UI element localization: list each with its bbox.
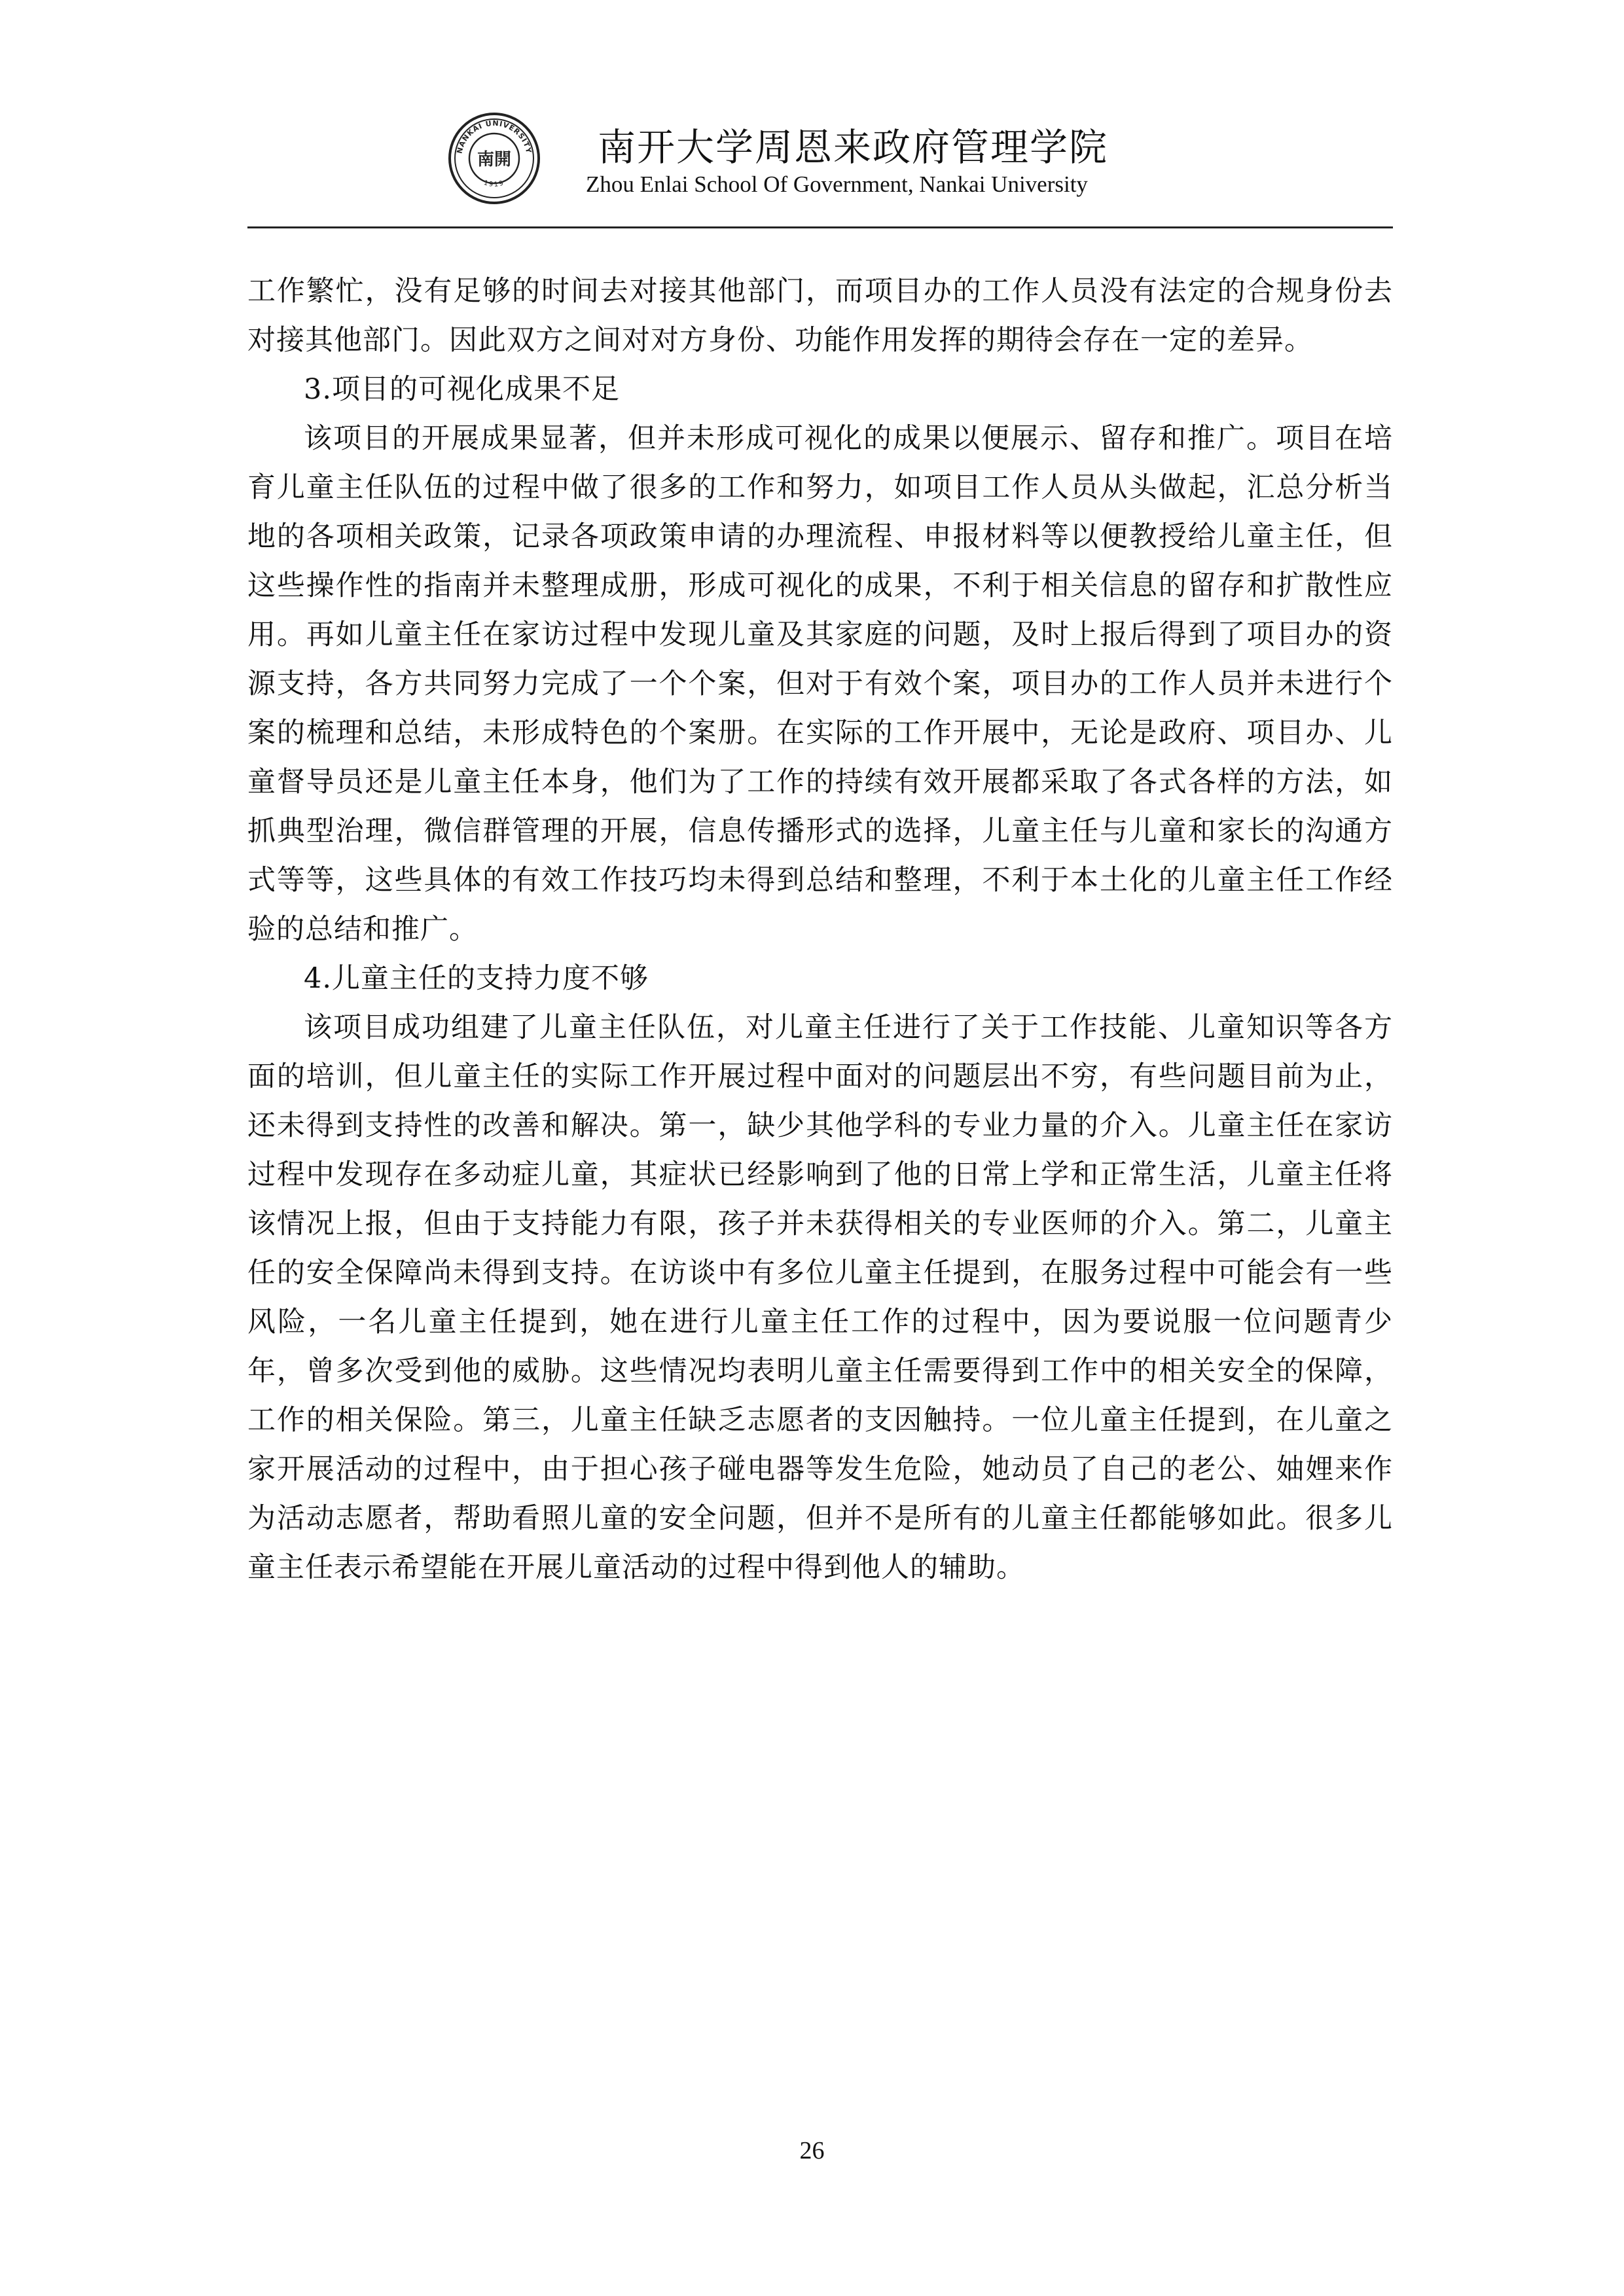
paragraph-support: 该项目成功组建了儿童主任队伍，对儿童主任进行了关于工作技能、儿童知识等各方面的培训，但儿童主任的实际工作开展过程中面对的问题层出不穷，有些问题目前为止，还未得到支持性的改善和解决。第一，缺少其他学科的专业力量的介入。儿童主任在家访过程中发现存在多动症儿童，其症状已经影响到了他的日常上学和正常生活，儿童主任将该情况上报，但由于支持能力有限，孩子并未获得相关的专业医师的介入。第二，儿童主任的安全保障尚未得到支持。在访谈中有多位儿童主任提到，在服务过程中可能会有一些风险，一名儿童主任提到，她在进行儿童主任工作的过程中，因为要说服一位问题青少年，曾多次受到他的威胁。这些情况均表明儿童主任需要得到工作中的相关安全的保障，工作的相关保险。第三，儿童主任缺乏志愿者的支因触持。一位儿童主任提到，在儿童之家开展活动的过程中，由于担心孩子碰电器等发生危险，她动员了自己的老公、妯娌来作为活动志愿者，帮助看照儿童的安全问题，但并不是所有的儿童主任都能够如此。很多儿童主任表示希望能在开展儿童活动的过程中得到他人的辅助。 — [247, 1011, 1393, 1584]
paragraph-continuation: 工作繁忙，没有足够的时间去对接其他部门，而项目办的工作人员没有法定的合规身份去对接其他部门。因此双方之间对对方身份、功能作用发挥的期待会存在一定的差异。 — [247, 275, 1393, 357]
page-header — [447, 111, 1167, 216]
document-body — [247, 267, 1393, 1592]
paragraph-visual-results: 该项目的开展成果显著，但并未形成可视化的成果以便展示、留存和推广。项目在培育儿童主任队伍的过程中做了很多的工作和努力，如项目工作人员从头做起，汇总分析当地的各项相关政策，记录各项政策申请的办理流程、申报材料等以便教授给儿童主任，但这些操作性的指南并未整理成册，形成可视化的成果，不利于相关信息的留存和扩散性应用。再如儿童主任在家访过程中发现儿童及其家庭的问题，及时上报后得到了项目办的资源支持，各方共同努力完成了一个个案，但对于有效个案，项目办的工作人员并未进行个案的梳理和总结，未形成特色的个案册。在实际的工作开展中，无论是政府、项目办、儿童督导员还是儿童主任本身，他们为了工作的持续有效开展都采取了各式各样的方法，如抓典型治理，微信群管理的开展，信息传播形式的选择，儿童主任与儿童和家长的沟通方式等等，这些具体的有效工作技巧均未得到总结和整理，不利于本土化的儿童主任工作经验的总结和推广。 — [247, 422, 1393, 946]
section-heading-4: 4.儿童主任的支持力度不够 — [304, 962, 649, 995]
svg-text:南開: 南開 — [477, 150, 512, 170]
svg-text:1919: 1919 — [482, 179, 506, 188]
header-divider — [247, 226, 1393, 228]
section-heading-3: 3.项目的可视化成果不足 — [304, 373, 621, 406]
nankai-university-seal-logo — [447, 111, 541, 206]
svg-text:NANKAI UNIVERSITY: NANKAI UNIVERSITY — [455, 118, 533, 154]
header-subtitle: Zhou Enlai School Of Government, Nankai University — [586, 171, 1088, 197]
page-number: 26 — [799, 2137, 825, 2164]
header-title: 南开大学周恩来政府管理学院 — [598, 125, 1109, 170]
